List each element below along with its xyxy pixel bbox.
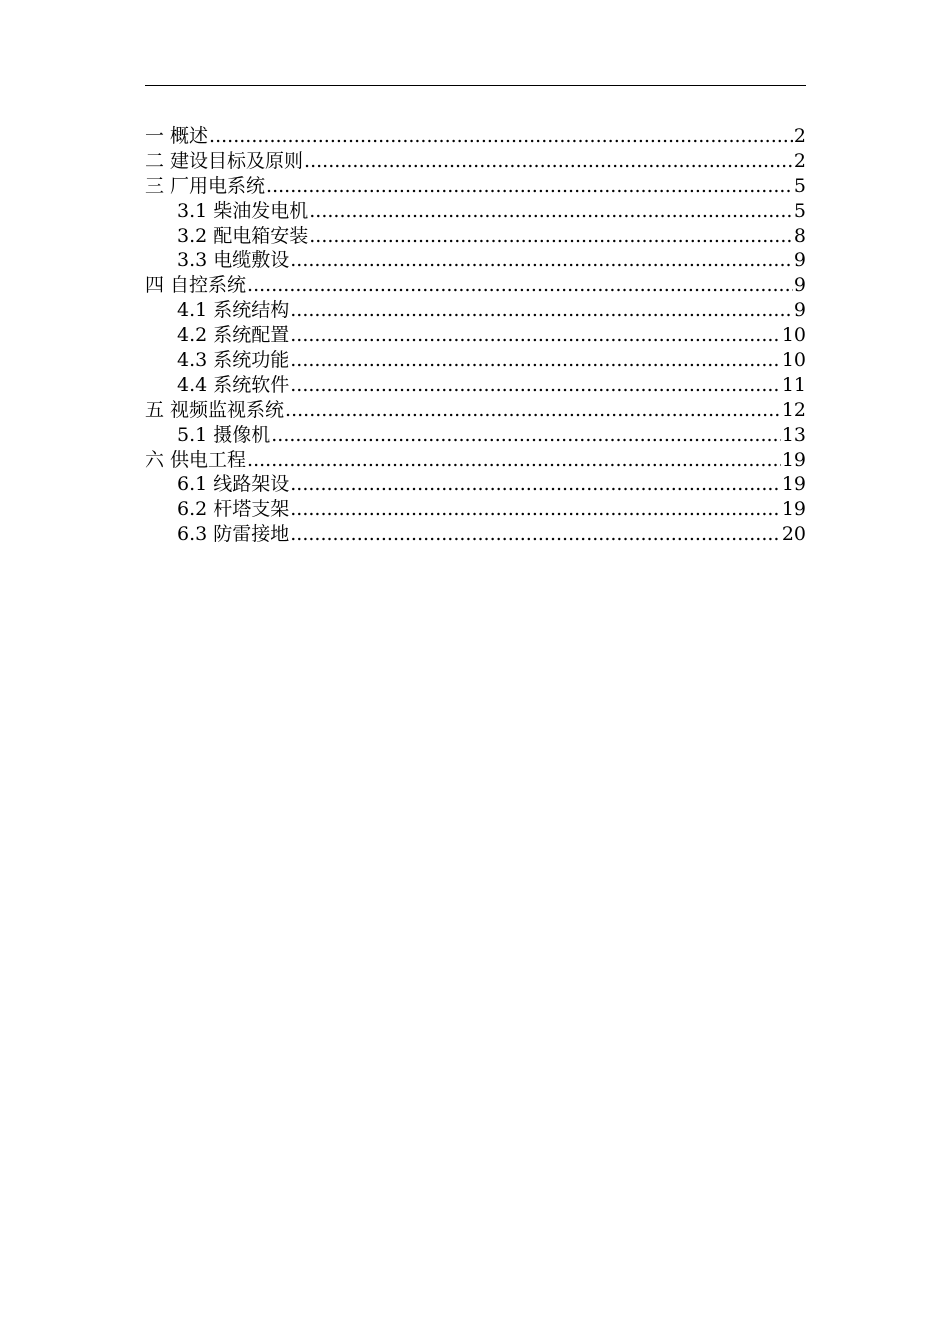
toc-dot-leader bbox=[290, 373, 781, 398]
toc-entry-system-software[interactable] bbox=[145, 373, 806, 398]
toc-dot-leader bbox=[290, 497, 781, 522]
toc-dot-leader bbox=[290, 522, 781, 547]
toc-entry-title: 3.3 电缆敷设 bbox=[177, 249, 290, 272]
toc-dot-leader bbox=[309, 199, 793, 224]
toc-entry-title: 二 建设目标及原则 bbox=[145, 149, 304, 172]
toc-entry-title: 4.2 系统配置 bbox=[177, 324, 290, 347]
toc-dot-leader bbox=[309, 224, 793, 249]
toc-dot-leader bbox=[266, 174, 793, 199]
toc-entry-title: 一 概述 bbox=[145, 125, 209, 147]
toc-entry-lightning-grounding[interactable] bbox=[145, 522, 806, 547]
toc-entry-title: 五 视频监视系统 bbox=[145, 398, 285, 421]
toc-entry-line-erection[interactable] bbox=[145, 472, 806, 497]
table-of-contents bbox=[145, 124, 806, 547]
toc-entry-system-config[interactable] bbox=[145, 323, 806, 348]
toc-dot-leader bbox=[209, 124, 793, 149]
toc-page-number: 9 bbox=[793, 249, 806, 272]
toc-entry-title: 四 自控系统 bbox=[145, 274, 247, 297]
toc-entry-station-power[interactable] bbox=[145, 174, 806, 199]
toc-entry-video-monitoring[interactable] bbox=[145, 398, 806, 423]
toc-page-number: 19 bbox=[781, 473, 806, 496]
toc-entry-distribution-box[interactable] bbox=[145, 224, 806, 249]
toc-dot-leader bbox=[290, 298, 793, 323]
toc-page-number: 8 bbox=[793, 224, 806, 247]
toc-entry-diesel-generator[interactable] bbox=[145, 199, 806, 224]
toc-page-number: 5 bbox=[793, 174, 806, 197]
toc-entry-title: 3.1 柴油发电机 bbox=[177, 199, 309, 222]
toc-entry-title: 4.1 系统结构 bbox=[177, 299, 290, 322]
toc-page-number: 13 bbox=[781, 423, 806, 446]
toc-dot-leader bbox=[271, 423, 781, 448]
toc-entry-cable-laying[interactable] bbox=[145, 248, 806, 273]
toc-page-number: 12 bbox=[781, 398, 806, 421]
toc-entry-overview[interactable] bbox=[145, 124, 806, 149]
toc-dot-leader bbox=[247, 448, 781, 473]
toc-entry-camera[interactable] bbox=[145, 423, 806, 448]
toc-page-number: 10 bbox=[781, 324, 806, 347]
toc-page-number: 9 bbox=[793, 274, 806, 297]
toc-entry-title: 6.3 防雷接地 bbox=[177, 523, 290, 546]
toc-entry-goals-principles[interactable] bbox=[145, 149, 806, 174]
toc-page-number: 2 bbox=[793, 149, 806, 172]
toc-page-number: 9 bbox=[793, 299, 806, 322]
toc-dot-leader bbox=[247, 273, 793, 298]
toc-page-number: 2 bbox=[793, 125, 806, 147]
toc-entry-power-supply[interactable] bbox=[145, 448, 806, 473]
header-rule bbox=[145, 85, 806, 86]
toc-entry-title: 三 厂用电系统 bbox=[145, 174, 266, 197]
toc-entry-title: 6.2 杆塔支架 bbox=[177, 498, 290, 521]
toc-entry-title: 6.1 线路架设 bbox=[177, 473, 290, 496]
toc-page-number: 10 bbox=[781, 349, 806, 372]
toc-entry-title: 六 供电工程 bbox=[145, 448, 247, 471]
toc-page-number: 11 bbox=[781, 373, 806, 396]
toc-entry-title: 3.2 配电箱安装 bbox=[177, 224, 309, 247]
toc-entry-system-functions[interactable] bbox=[145, 348, 806, 373]
toc-entry-automation[interactable] bbox=[145, 273, 806, 298]
toc-dot-leader bbox=[290, 348, 781, 373]
toc-entry-system-structure[interactable] bbox=[145, 298, 806, 323]
toc-entry-tower-support[interactable] bbox=[145, 497, 806, 522]
toc-dot-leader bbox=[290, 248, 793, 273]
toc-page-number: 5 bbox=[793, 199, 806, 222]
toc-entry-title: 4.3 系统功能 bbox=[177, 349, 290, 372]
toc-page-number: 20 bbox=[781, 523, 806, 546]
toc-page-number: 19 bbox=[781, 498, 806, 521]
toc-entry-title: 5.1 摄像机 bbox=[177, 423, 271, 446]
toc-dot-leader bbox=[304, 149, 793, 174]
toc-dot-leader bbox=[290, 323, 781, 348]
toc-page-number: 19 bbox=[781, 448, 806, 471]
toc-entry-title: 4.4 系统软件 bbox=[177, 373, 290, 396]
toc-dot-leader bbox=[285, 398, 781, 423]
toc-dot-leader bbox=[290, 472, 781, 497]
